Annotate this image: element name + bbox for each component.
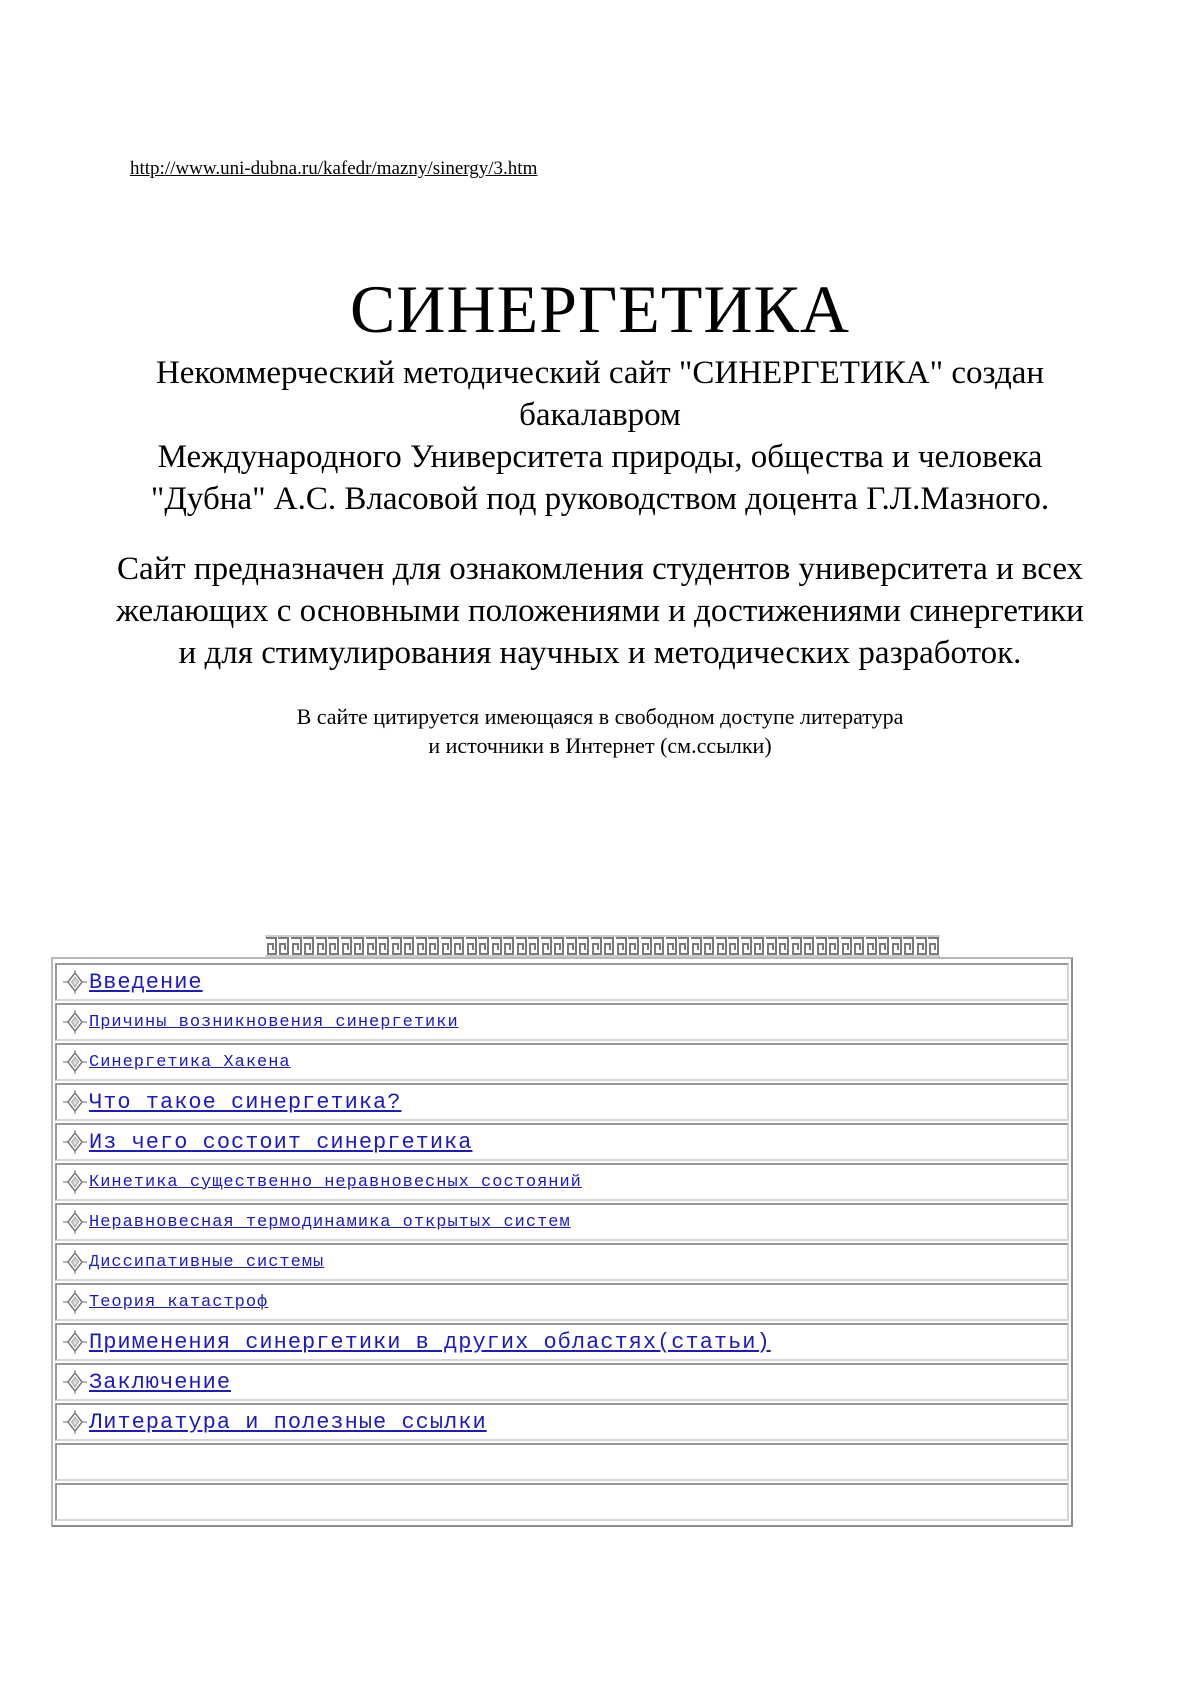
menu-link[interactable]: Заключение <box>89 1369 232 1395</box>
diamond-bullet-icon <box>61 1168 89 1196</box>
greek-key-segment-icon <box>415 935 440 957</box>
greek-key-segment-icon <box>290 935 315 957</box>
menu-row <box>55 1043 1069 1081</box>
menu-link[interactable]: Теория катастроф <box>89 1292 269 1312</box>
empty-menu-row <box>55 1443 1069 1481</box>
diamond-bullet-icon <box>61 1368 89 1396</box>
diamond-bullet-icon <box>61 1248 89 1276</box>
menu-row <box>55 1123 1069 1161</box>
diamond-bullet-icon <box>61 1008 89 1036</box>
menu-row <box>55 1283 1069 1321</box>
greek-key-segment-icon <box>315 935 340 957</box>
menu-row <box>55 1363 1069 1401</box>
greek-key-segment-icon <box>590 935 615 957</box>
greek-key-segment-icon <box>690 935 715 957</box>
navigation-menu <box>51 957 1073 1527</box>
page-title: СИНЕРГЕТИКА <box>350 271 850 347</box>
citation-note <box>150 702 1050 760</box>
note-line: В сайте цитируется имеющаяся в свободном доступе литература <box>296 704 904 729</box>
greek-key-segment-icon <box>790 935 815 957</box>
menu-link[interactable]: Что такое синергетика? <box>89 1089 402 1115</box>
greek-key-segment-icon <box>440 935 465 957</box>
greek-key-segment-icon <box>665 935 690 957</box>
intro-line: бакалавром <box>519 397 681 433</box>
menu-link[interactable]: Литература и полезные ссылки <box>89 1409 487 1435</box>
menu-link[interactable]: Неравновесная термодинамика открытых систем <box>89 1212 571 1232</box>
menu-row <box>55 1003 1069 1041</box>
greek-key-border <box>265 935 940 957</box>
menu-link[interactable]: Диссипативные системы <box>89 1252 325 1272</box>
greek-key-segment-icon <box>740 935 765 957</box>
greek-key-segment-icon <box>615 935 640 957</box>
menu-row <box>55 1083 1069 1121</box>
menu-row <box>55 963 1069 1001</box>
diamond-bullet-icon <box>61 1408 89 1436</box>
greek-key-segment-icon <box>515 935 540 957</box>
diamond-bullet-icon <box>61 1048 89 1076</box>
purpose-line: желающих с основными положениями и достижениями синергетики <box>116 593 1084 629</box>
greek-key-segment-icon <box>815 935 840 957</box>
purpose-line: Сайт предназначен для ознакомления студентов университета и всех <box>116 551 1084 587</box>
menu-link[interactable]: Применения синергетики в других областях(статьи) <box>89 1329 771 1355</box>
diamond-bullet-icon <box>61 1288 89 1316</box>
greek-key-segment-icon <box>565 935 590 957</box>
empty-menu-row <box>55 1483 1069 1521</box>
page-url-link[interactable]: http://www.uni-dubna.ru/kafedr/mazny/sinergy/3.htm <box>130 158 538 179</box>
greek-key-segment-icon <box>890 935 915 957</box>
diamond-bullet-icon <box>61 1208 89 1236</box>
intro-line: Некоммерческий методический сайт "СИНЕРГЕТИКА" создан <box>155 355 1045 391</box>
greek-key-segment-icon <box>465 935 490 957</box>
menu-link[interactable]: Синергетика Хакена <box>89 1052 291 1072</box>
greek-key-segment-icon <box>715 935 740 957</box>
greek-key-segment-icon <box>365 935 390 957</box>
intro-line: Международного Университета природы, общества и человека <box>157 439 1043 475</box>
greek-key-segment-icon <box>765 935 790 957</box>
menu-row <box>55 1243 1069 1281</box>
menu-link[interactable]: Из чего состоит синергетика <box>89 1129 473 1155</box>
intro-line: "Дубна" А.С. Власовой под руководством доцента Г.Л.Мазного. <box>150 481 1050 517</box>
greek-key-segment-icon <box>390 935 415 957</box>
intro-text <box>100 352 1100 520</box>
greek-key-segment-icon <box>490 935 515 957</box>
greek-key-segment-icon <box>865 935 890 957</box>
menu-link[interactable]: Причины возникновения синергетики <box>89 1012 459 1032</box>
diamond-bullet-icon <box>61 1128 89 1156</box>
menu-row <box>55 1203 1069 1241</box>
note-line: и источники в Интернет (см.ссылки) <box>428 733 772 758</box>
menu-link[interactable]: Кинетика существенно неравновесных состояний <box>89 1172 582 1192</box>
menu-row <box>55 1323 1069 1361</box>
menu-row <box>55 1163 1069 1201</box>
diamond-bullet-icon <box>61 968 89 996</box>
menu-row <box>55 1403 1069 1441</box>
greek-key-segment-icon <box>840 935 865 957</box>
greek-key-segment-icon <box>340 935 365 957</box>
diamond-bullet-icon <box>61 1088 89 1116</box>
greek-key-segment-icon <box>915 935 940 957</box>
menu-link[interactable]: Введение <box>89 969 203 995</box>
greek-key-segment-icon <box>540 935 565 957</box>
purpose-line: и для стимулирования научных и методических разработок. <box>178 635 1022 671</box>
greek-key-segment-icon <box>640 935 665 957</box>
purpose-text <box>50 548 1150 674</box>
diamond-bullet-icon <box>61 1328 89 1356</box>
greek-key-segment-icon <box>265 935 290 957</box>
